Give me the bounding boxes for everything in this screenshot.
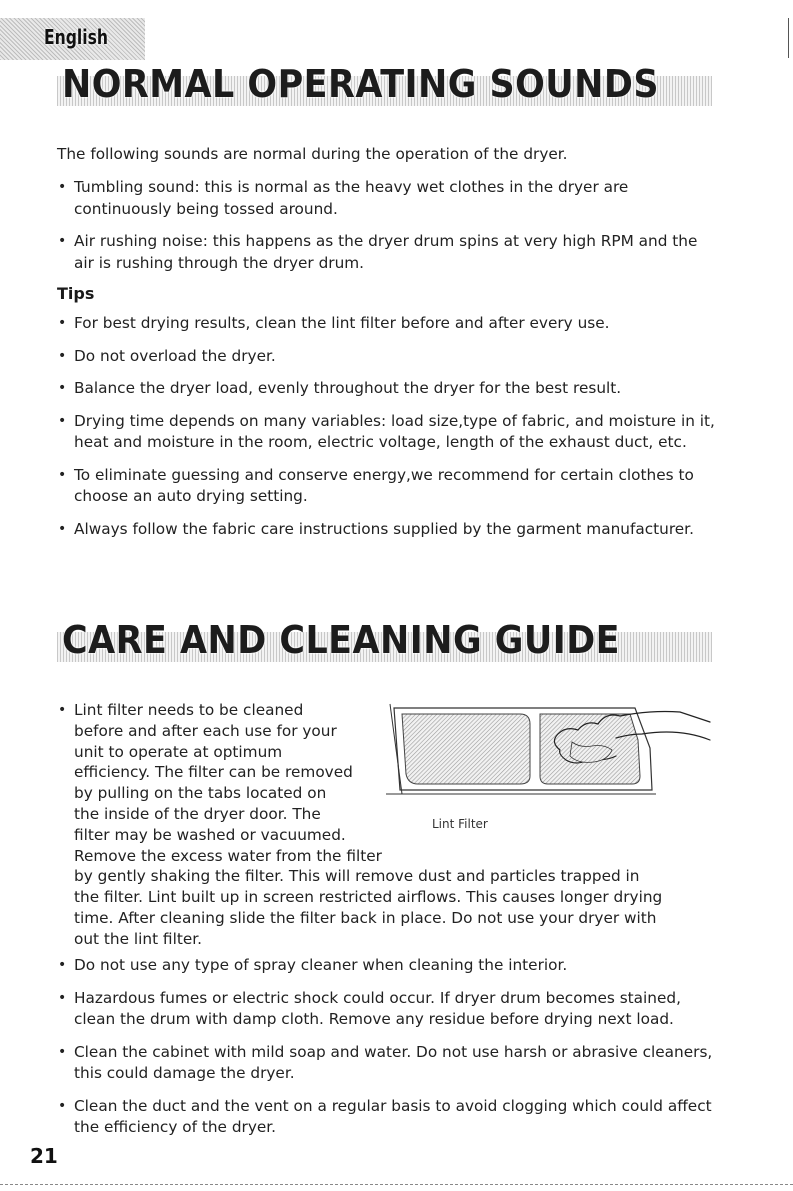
lint-line: before and after each use for your xyxy=(74,721,337,740)
lint-line: unit to operate at optimum xyxy=(74,742,283,761)
language-tab xyxy=(0,18,145,60)
bullet-icon: • xyxy=(58,702,67,718)
care-list xyxy=(57,955,717,1139)
language-tab-label: English xyxy=(44,25,109,49)
lint-line: filter may be washed or vacuumed. xyxy=(74,825,346,844)
list-item: • Air rushing noise: this happens as the dryer drum spins at very high RPM and the air is rushing through the dryer drum. xyxy=(57,231,717,274)
list-item: • Clean the cabinet with mild soap and water. Do not use harsh or abrasive cleaners, this could damage the dryer. xyxy=(57,1042,717,1085)
tips-list xyxy=(57,313,717,540)
list-item: • Clean the duct and the vent on a regular basis to avoid clogging which could affect the efficiency of the dryer. xyxy=(57,1096,717,1139)
lint-line: efficiency. The filter can be removed xyxy=(74,763,353,782)
section-title-care-and-cleaning-guide: CARE AND CLEANING GUIDE xyxy=(62,618,621,662)
lint-line: by gently shaking the filter. This will remove dust and particles trapped in xyxy=(74,867,640,886)
lint-line: the filter. Lint built up in screen restricted airflows. This causes longer drying xyxy=(74,888,663,907)
list-item: • Hazardous fumes or electric shock could occur. If dryer drum becomes stained, clean the drum with damp cloth. Remove any residue before drying next load. xyxy=(57,988,717,1031)
page-number: 21 xyxy=(30,1144,58,1168)
section-title-normal-operating-sounds: NORMAL OPERATING SOUNDS xyxy=(62,62,659,106)
list-item: • Do not overload the dryer. xyxy=(57,346,717,368)
list-item: • Tumbling sound: this is normal as the heavy wet clothes in the dryer are continuously being tossed around. xyxy=(57,177,717,220)
lint-line: time. After cleaning slide the filter back in place. Do not use your dryer with xyxy=(74,908,657,927)
sounds-list xyxy=(57,177,717,274)
lint-filter-illustration xyxy=(380,690,720,830)
list-item: • Do not use any type of spray cleaner when cleaning the interior. xyxy=(57,955,717,977)
list-item: • For best drying results, clean the lint filter before and after every use. xyxy=(57,313,717,335)
lint-line: the inside of the dryer door. The xyxy=(74,804,321,823)
tips-heading: Tips xyxy=(57,284,95,303)
figure-caption: Lint Filter xyxy=(432,817,488,831)
filter-screen-left xyxy=(402,714,530,784)
list-item: • Drying time depends on many variables: load size,type of fabric, and moisture in it, heat and moisture in the room, electric voltage, length of the exhaust duct, etc. xyxy=(57,411,717,454)
list-item: • To eliminate guessing and conserve energy,we recommend for certain clothes to choose an auto drying setting. xyxy=(57,465,717,508)
lint-line: out the lint filter. xyxy=(74,929,202,948)
lint-line: by pulling on the tabs located on xyxy=(74,784,327,803)
sounds-intro: The following sounds are normal during the operation of the dryer. xyxy=(57,145,568,163)
footer-rule xyxy=(0,1184,793,1185)
page-edge-rule xyxy=(788,18,789,58)
lint-line: Lint filter needs to be cleaned xyxy=(74,701,304,719)
list-item: • Always follow the fabric care instructions supplied by the garment manufacturer. xyxy=(57,519,717,541)
lint-line: Remove the excess water from the filter xyxy=(74,846,382,865)
list-item: • Balance the dryer load, evenly throughout the dryer for the best result. xyxy=(57,378,717,400)
